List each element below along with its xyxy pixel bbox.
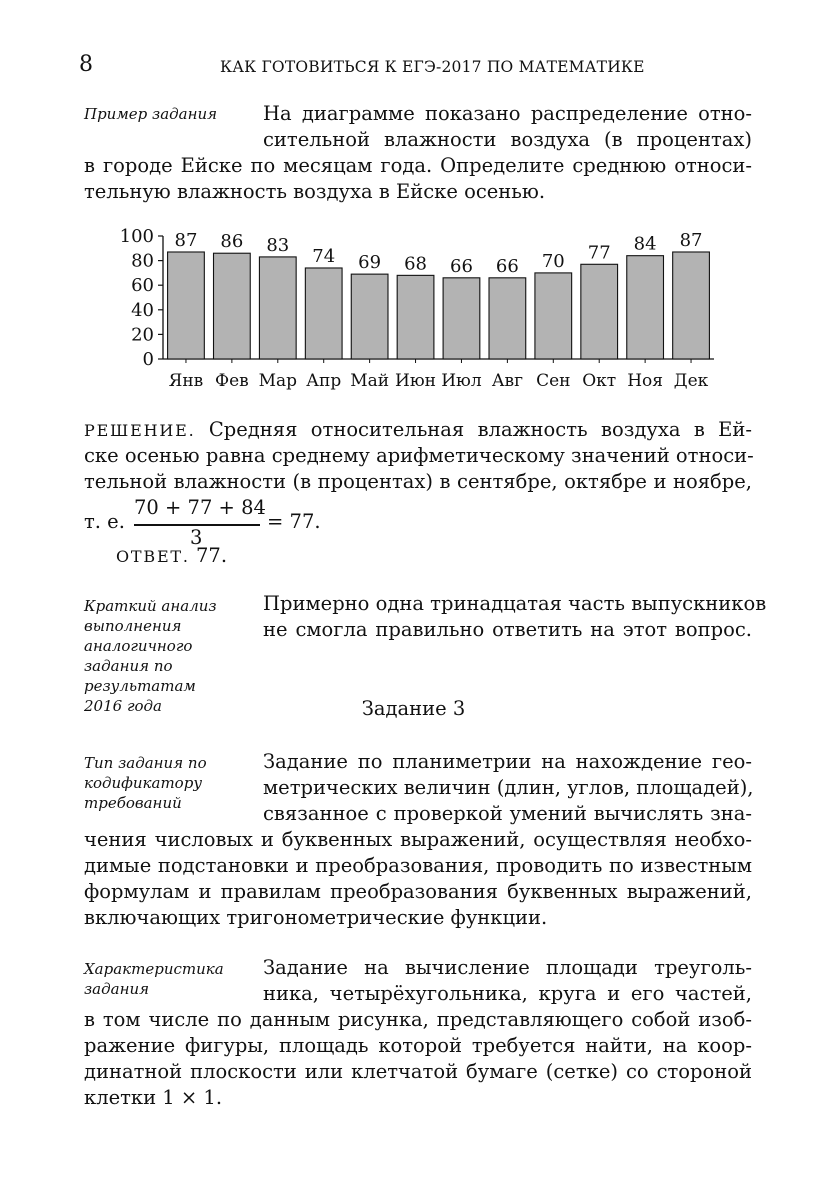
x-tick-label: Сен xyxy=(536,371,571,391)
bar xyxy=(443,278,480,359)
solution-label: РЕШЕНИЕ. xyxy=(84,421,196,440)
side-label-line: задания xyxy=(84,980,150,998)
analysis-line-1: Примерно одна тринадцатая часть выпускников xyxy=(263,592,767,615)
x-tick-label: Авг xyxy=(491,371,524,391)
y-tick-label: 60 xyxy=(131,275,154,297)
solution-line-2: ске осенью равна среднему арифметическому значений относи- xyxy=(84,444,754,467)
side-label-characteristic xyxy=(84,959,249,999)
task-3-title: Задание 3 xyxy=(361,697,466,720)
bar xyxy=(673,252,710,359)
bar-value-label: 70 xyxy=(541,250,565,272)
task-type-line-6: формулам и правилам преобразования буквенных выражений, xyxy=(84,880,752,903)
side-label-line: кодификатору xyxy=(84,774,203,792)
bar-value-label: 84 xyxy=(633,233,657,255)
humidity-bar-chart xyxy=(0,0,827,400)
bar xyxy=(305,268,342,359)
characteristic-line-6: клетки 1 × 1. xyxy=(84,1086,223,1109)
side-label-line: 2016 года xyxy=(84,697,163,715)
running-title: КАК ГОТОВИТЬСЯ К ЕГЭ-2017 ПО МАТЕМАТИКЕ xyxy=(220,58,645,76)
x-tick-label: Янв xyxy=(168,371,204,391)
bar xyxy=(168,252,205,359)
side-label-line: результатам xyxy=(84,677,196,695)
answer-label: ОТВЕТ. xyxy=(116,547,190,566)
answer xyxy=(116,544,227,567)
fraction-numerator: 70 + 77 + 84 xyxy=(134,496,266,519)
side-label-line: выполнения xyxy=(84,617,182,635)
bar-value-label: 68 xyxy=(404,253,427,275)
bar-value-label: 86 xyxy=(220,231,244,253)
x-tick-label: Фев xyxy=(215,371,249,391)
task-type-line-2: метрических величин (длин, углов, площадей), xyxy=(263,776,754,799)
x-tick-label: Июн xyxy=(395,371,437,391)
y-tick-label: 100 xyxy=(119,226,154,247)
example-line-2: сительной влажности воздуха (в процентах) xyxy=(263,128,752,151)
page-number: 8 xyxy=(79,52,93,77)
x-tick-label: Окт xyxy=(582,371,617,391)
side-label-line: аналогичного xyxy=(84,637,193,655)
example-line-1: На диаграмме показано распределение отно- xyxy=(263,102,752,125)
bars xyxy=(168,230,710,359)
bar xyxy=(535,273,572,359)
bar-value-label: 66 xyxy=(495,255,519,277)
bar xyxy=(351,274,388,359)
fraction-result: = 77. xyxy=(267,510,321,533)
x-tick-label: Ноя xyxy=(627,371,664,391)
x-tick-label: Май xyxy=(350,371,390,391)
answer-value: 77. xyxy=(196,544,228,567)
side-label-line: задания по xyxy=(84,657,173,675)
x-labels xyxy=(169,359,709,391)
side-label-line: Характеристика xyxy=(84,960,224,978)
y-tick-label: 0 xyxy=(142,349,154,370)
side-label-line: требований xyxy=(84,794,182,812)
bar xyxy=(214,253,251,359)
characteristic-line-3: в том числе по данным рисунка, представляющего собой изоб- xyxy=(84,1008,752,1031)
characteristic-line-4: ражение фигуры, площадь которой требуется найти, на коор- xyxy=(84,1034,752,1057)
solution-prefix: т. е. xyxy=(84,510,125,533)
task-type-line-1: Задание по планиметрии на нахождение гео- xyxy=(263,750,752,773)
solution-line-3: тельной влажности (в процентах) в сентябре, октябре и ноябре, xyxy=(84,470,752,493)
bar-value-label: 83 xyxy=(266,234,290,256)
bar-value-label: 66 xyxy=(450,255,473,277)
solution-line-1-text: Средняя относительная влажность воздуха в Ей- xyxy=(208,418,752,441)
analysis-line-2: не смогла правильно ответить на этот вопрос. xyxy=(263,618,752,641)
example-line-4: тельную влажность воздуха в Ейске осенью. xyxy=(84,180,546,203)
solution-line-1 xyxy=(84,417,752,443)
bar-value-label: 77 xyxy=(587,242,611,264)
task-type-line-7: включающих тригонометрические функции. xyxy=(84,906,548,929)
bar-value-label: 87 xyxy=(174,229,198,251)
y-tick-label: 80 xyxy=(131,250,154,272)
side-label-line: Краткий анализ xyxy=(84,597,217,615)
characteristic-line-1: Задание на вычисление площади треуголь- xyxy=(263,956,752,979)
bar xyxy=(581,264,618,359)
bar-value-label: 87 xyxy=(679,229,703,251)
bar xyxy=(489,278,526,359)
task-type-line-3: связанное с проверкой умений вычислять зна- xyxy=(263,802,752,825)
y-tick-label: 20 xyxy=(131,324,154,346)
bar xyxy=(627,256,664,359)
x-tick-label: Апр xyxy=(306,371,342,391)
side-label-line: Тип задания по xyxy=(84,754,207,772)
bar xyxy=(397,275,434,359)
task-type-line-4: чения числовых и буквенных выражений, осуществляя необхо- xyxy=(84,828,752,851)
bar-value-label: 74 xyxy=(312,245,336,267)
side-label-example: Пример задания xyxy=(84,105,218,123)
x-tick-label: Июл xyxy=(441,371,482,391)
task-type-line-5: димые подстановки и преобразования, проводить по известным xyxy=(84,854,752,877)
x-tick-label: Дек xyxy=(673,371,709,391)
x-tick-label: Мар xyxy=(258,371,298,391)
characteristic-line-5: динатной плоскости или клетчатой бумаге (сетке) со стороной xyxy=(84,1060,752,1083)
y-tick-label: 40 xyxy=(131,299,154,321)
characteristic-line-2: ника, четырёхугольника, круга и его частей, xyxy=(263,982,752,1005)
bar-value-label: 69 xyxy=(358,252,382,274)
side-label-task-type xyxy=(84,753,249,813)
bar xyxy=(259,257,296,359)
fraction-denominator: 3 xyxy=(190,526,203,549)
example-line-3: в городе Ейске по месяцам года. Определите среднюю относи- xyxy=(84,154,752,177)
